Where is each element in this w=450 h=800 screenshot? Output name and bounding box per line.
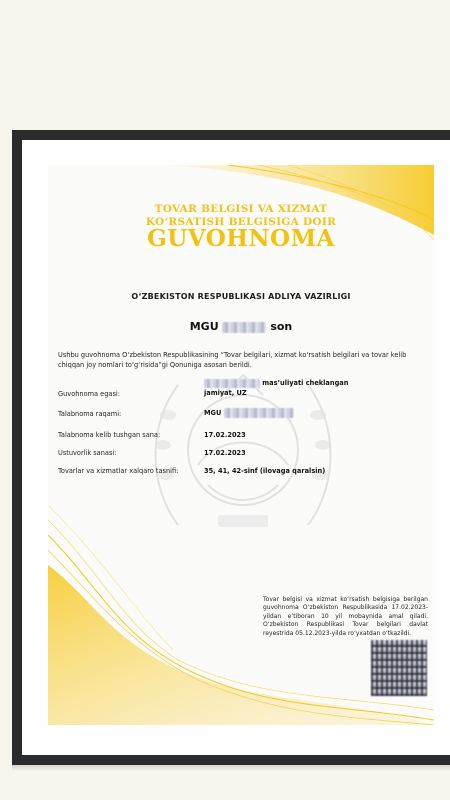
frame-shadow	[12, 765, 450, 771]
classes-label: Tovarlar va xizmatlar xalqaro tasnifi:	[58, 467, 179, 475]
certificate-number	[48, 320, 434, 333]
priority-date-value: 17.02.2023	[204, 449, 246, 457]
filing-date-label: Talabnoma kelib tushgan sana:	[58, 431, 161, 439]
intro-paragraph: Ushbu guvohnoma O‘zbekiston Respublikasining “Tovar belgilari, xizmat ko‘rsatish belgilari va tovar kelib chiqqan joy nomlari to‘g‘risida”gi Qonuniga asosan berildi.	[58, 351, 407, 369]
certificate-document	[48, 165, 434, 725]
application-number-value	[204, 408, 294, 418]
redacted-number	[222, 322, 266, 333]
title-line-2: KO‘RSATISH BELGISIGA DOIR	[145, 216, 337, 228]
certificate-number-prefix: MGU	[189, 320, 219, 333]
owner-label: Guvohnoma egasi:	[58, 390, 120, 398]
owner-value	[204, 378, 348, 398]
priority-date-label: Ustuvorlik sanasi:	[58, 449, 117, 457]
application-number-label: Talabnoma raqami:	[58, 410, 122, 418]
certificate-number-suffix: son	[270, 320, 293, 333]
ministry-heading: O‘ZBEKISTON RESPUBLIKASI ADLIYA VAZIRLIGI	[131, 292, 351, 301]
title-line-1: TOVAR BELGISI VA XIZMAT	[154, 203, 328, 215]
owner-value-line1: mas’uliyati cheklangan	[262, 379, 349, 387]
filing-date-value: 17.02.2023	[204, 431, 246, 439]
application-number-prefix: MGU	[204, 409, 222, 417]
certificate-title: GUVOHNOMA	[147, 225, 335, 252]
qr-code	[371, 640, 427, 696]
classes-value: 35, 41, 42-sinf (ilovaga qaralsin)	[204, 467, 326, 475]
redacted-owner-name	[204, 379, 260, 388]
owner-value-line2: jamiyat, UZ	[204, 389, 247, 397]
validity-paragraph: Tovar belgisi va xizmat ko‘rsatish belgisiga berilgan guvohnoma O‘zbekiston Respublikasida 17.02.2023-yildan e’tiboran 10 yil mobaynida amal qiladi. O‘zbekiston Respublikasi Tovar belgilari davlat reyestrida 05.12.2023-yilda ro‘yxatdan o‘tkazildi.	[263, 596, 428, 637]
redacted-application-number	[224, 408, 294, 418]
